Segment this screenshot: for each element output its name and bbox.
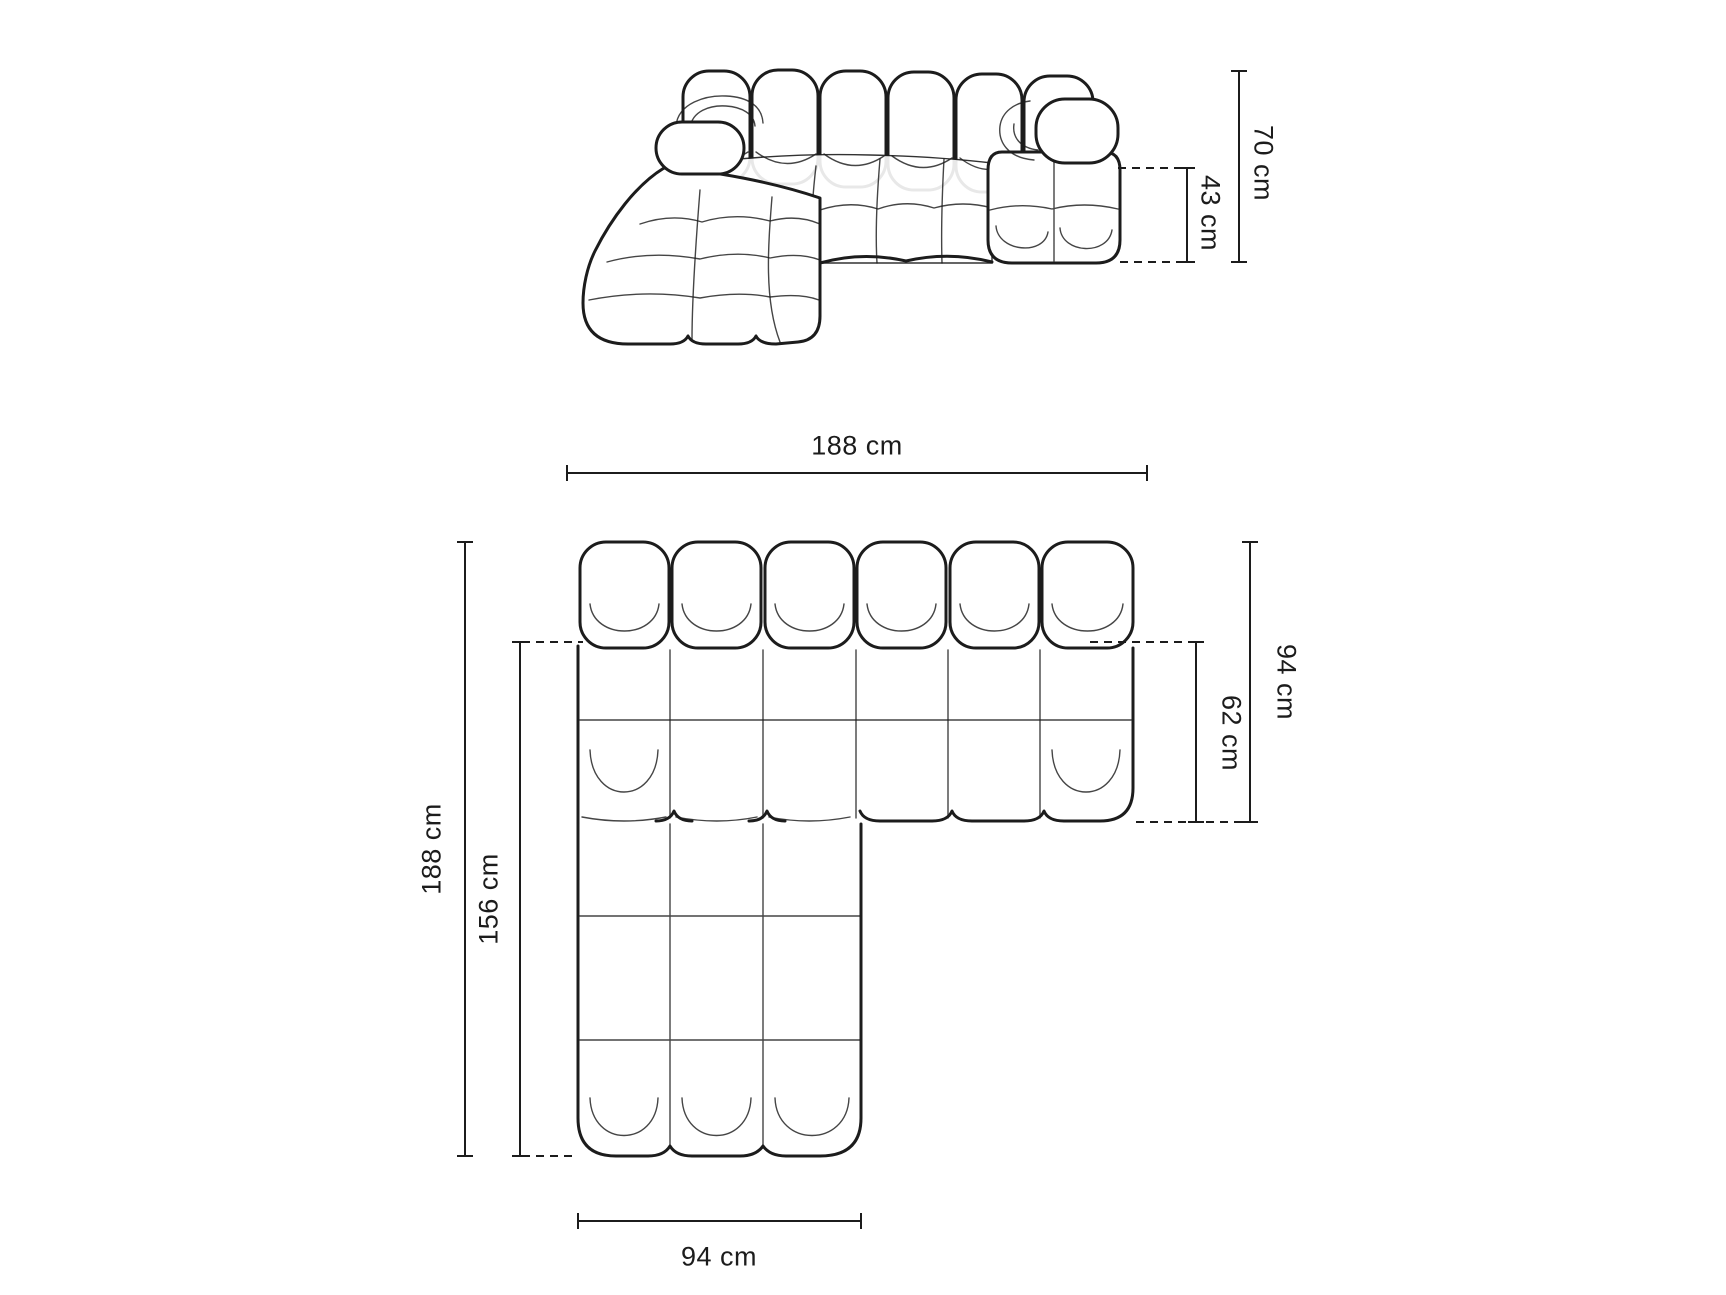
plan-chaise-outline: [578, 824, 861, 1156]
plan-chaise-width-label: 94 cm: [680, 1241, 758, 1272]
plan-chaise-depth-dim-line: [512, 642, 528, 1156]
plan-back-cushion: [765, 542, 854, 648]
left-armrest: [656, 122, 744, 174]
plan-cushion-cusps: [656, 811, 785, 821]
front-view-dimensions: [1118, 71, 1247, 262]
plan-chaise-tufts: [590, 1098, 849, 1136]
plan-chaise-grid: [580, 824, 860, 1148]
plan-total-depth-dim-line: [457, 542, 473, 1156]
front-seat-height-dim-line: [1179, 168, 1195, 262]
plan-right-front-edge: [860, 648, 1133, 821]
plan-chaise-top-arcs: [582, 817, 850, 821]
plan-seat-depth-label: 62 cm: [1216, 694, 1247, 772]
plan-back-cushion: [672, 542, 761, 648]
plan-total-width-label: 188 cm: [811, 430, 903, 461]
front-total-height-dim-line: [1231, 71, 1247, 262]
plan-dashed-extension-lines: [522, 642, 1246, 1156]
plan-chaise-depth-label: 156 cm: [473, 853, 504, 945]
right-armrest: [1036, 99, 1118, 163]
front-view-sofa-drawing: [583, 70, 1120, 344]
plan-back-cushion: [580, 542, 669, 648]
plan-back-cushion: [1042, 542, 1133, 648]
plan-side-depth-label: 94 cm: [1271, 643, 1302, 721]
front-total-height-label: 70 cm: [1248, 124, 1279, 202]
plan-back-cushion: [857, 542, 946, 648]
plan-total-depth-label: 188 cm: [416, 803, 447, 895]
plan-seat-dividers: [670, 650, 1040, 818]
plan-chaise-width-dim-line: [578, 1213, 861, 1229]
plan-total-width-dim-line: [567, 465, 1147, 481]
plan-side-depth-dim-line: [1242, 542, 1258, 822]
plan-seat-depth-dim-line: [1188, 642, 1204, 822]
front-seat-height-label: 43 cm: [1195, 174, 1226, 252]
plan-back-cushion: [950, 542, 1039, 648]
front-dashed-extension-lines: [1118, 168, 1183, 262]
plan-view-sofa-drawing: [578, 542, 1133, 1156]
